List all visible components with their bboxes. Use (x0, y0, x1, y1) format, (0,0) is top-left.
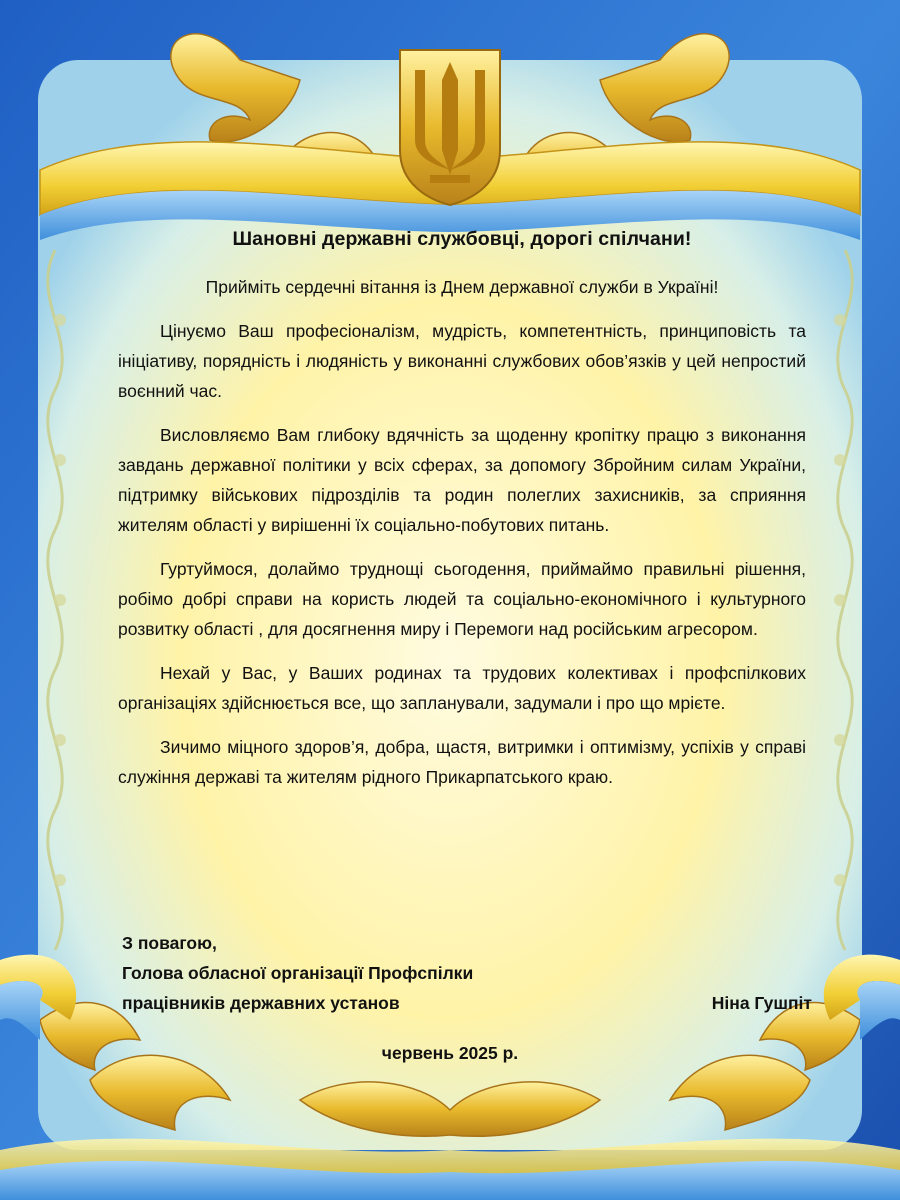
position-line-2: працівників державних установ (122, 993, 400, 1013)
regards: З повагою, (122, 933, 217, 953)
paragraph: Цінуємо Ваш професіоналізм, мудрість, компетентність, принциповість та ініціативу, порядність і людяність у виконанні службових обов’язків у цей непростий воєнний час. (118, 321, 806, 401)
trident-icon (400, 50, 500, 205)
greeting: Прийміть сердечні вітання із Днем державної служби в Україні! (205, 277, 719, 297)
letter-date: червень 2025 р. (381, 1043, 519, 1063)
position-line-1: Голова обласної організації Профспілки (122, 963, 474, 983)
signer-name: Ніна Гушпіт (711, 993, 812, 1013)
paragraph: Висловляємо Вам глибоку вдячність за щоденну кропітку працю з виконання завдань державної політики у всіх сферах, за допомогу Збройним силам України, підтримку військових підрозділів та родин полеглих захисників, за сприяння жителям області у вирішенні їх соціально-побутових питань. (118, 425, 806, 535)
signature-block (122, 928, 812, 1018)
paragraph: Зичимо міцного здоров’я, добра, щастя, витримки і оптимізму, успіхів у справі служіння державі та жителям рідного Прикарпатського краю. (118, 737, 806, 787)
paragraph: Гуртуймося, долаймо труднощі сьогодення, приймаймо правильні рішення, робімо добрі справи на користь людей та соціально-економічного і культурного розвитку області , для досягнення миру і Перемоги над російським агресором. (118, 559, 806, 639)
paragraph: Нехай у Вас, у Ваших родинах та трудових колективах і профспілкових організаціях здійснюється все, що запланували, задумали і про що мрієте. (118, 663, 806, 713)
letter-title: Шановні державні службовці, дорогі спілчани! (232, 228, 692, 250)
letter-body (118, 228, 806, 806)
